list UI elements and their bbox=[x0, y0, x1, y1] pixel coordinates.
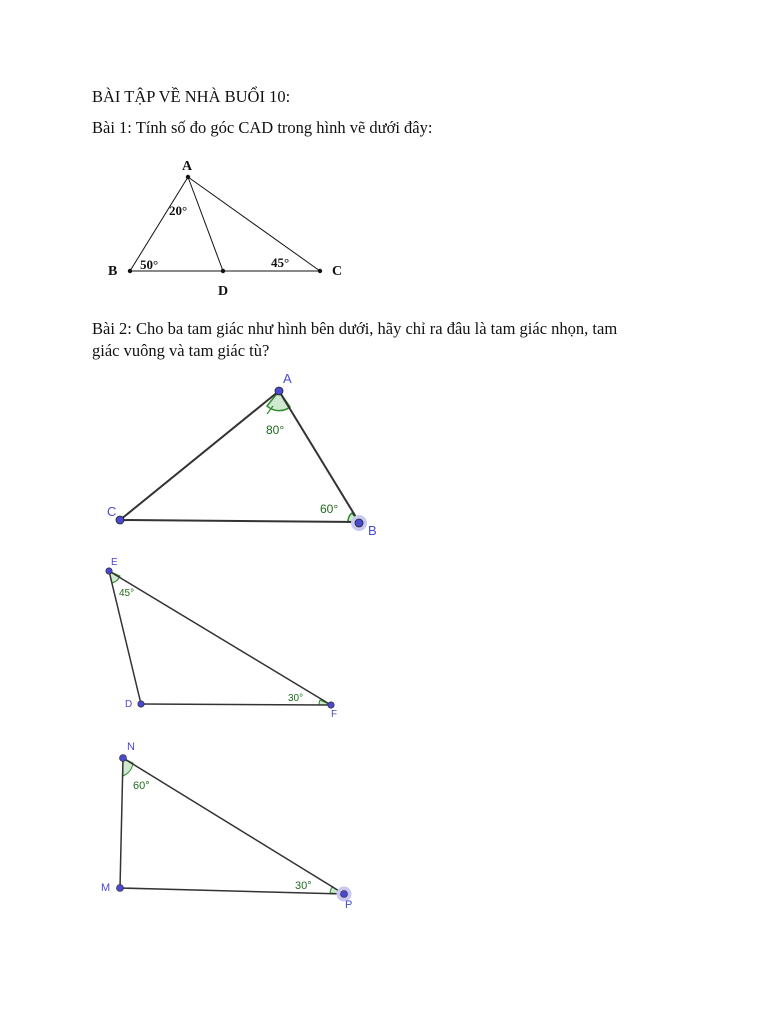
point-m bbox=[117, 885, 124, 892]
point-f bbox=[328, 702, 334, 708]
label-f: F bbox=[331, 709, 338, 720]
angle-abc-label: 50° bbox=[140, 257, 159, 272]
segment-cb bbox=[120, 520, 359, 522]
point-d bbox=[221, 269, 225, 273]
point-p bbox=[341, 891, 348, 898]
segment-ab bbox=[279, 391, 359, 522]
figure-1-triangle-abc bbox=[100, 155, 370, 300]
angle-a-label: 80° bbox=[266, 423, 285, 437]
label-p: P bbox=[345, 899, 353, 911]
angle-p-label: 30° bbox=[295, 880, 312, 892]
label-c: C bbox=[332, 264, 343, 279]
label-a: A bbox=[182, 159, 193, 174]
angle-e-label: 45° bbox=[119, 588, 135, 599]
point-b bbox=[128, 269, 132, 273]
label-n: N bbox=[127, 741, 135, 753]
angle-f-label: 30° bbox=[288, 693, 304, 704]
angle-n-label: 60° bbox=[133, 780, 150, 792]
page-heading: BÀI TẬP VỀ NHÀ BUỔI 10: bbox=[92, 87, 291, 106]
segment-np bbox=[123, 758, 344, 894]
point-a bbox=[275, 387, 283, 395]
label-b: B bbox=[108, 264, 118, 279]
exercise-2-text-line-1: Bài 2: Cho ba tam giác như hình bên dưới, hãy chỉ ra đâu là tam giác nhọn, tam bbox=[92, 319, 618, 338]
exercise-2-text-line-2: giác vuông và tam giác tù? bbox=[92, 341, 270, 360]
point-d bbox=[138, 701, 144, 707]
label-b: B bbox=[368, 523, 377, 538]
figure-2-triangle-abc-acute bbox=[95, 365, 395, 545]
figure-3-triangle-edf-obtuse bbox=[95, 550, 365, 720]
angle-bad-label: 20° bbox=[169, 203, 188, 218]
point-n bbox=[120, 755, 127, 762]
label-d: D bbox=[218, 284, 229, 299]
exercise-1-text: Bài 1: Tính số đo góc CAD trong hình vẽ dưới đây: bbox=[92, 118, 433, 137]
segment-ac bbox=[188, 177, 320, 271]
point-e bbox=[106, 568, 112, 574]
segment-ad bbox=[188, 177, 223, 271]
point-c bbox=[318, 269, 322, 273]
point-b bbox=[355, 519, 363, 527]
point-a bbox=[186, 175, 190, 179]
segment-df bbox=[141, 704, 331, 705]
angle-acb-label: 45° bbox=[271, 255, 290, 270]
figure-4-triangle-nmp-right bbox=[90, 735, 370, 915]
angle-b-label: 60° bbox=[320, 502, 339, 516]
segment-nm bbox=[120, 758, 123, 888]
label-m: M bbox=[101, 882, 111, 894]
label-c: C bbox=[107, 504, 117, 519]
segment-ab bbox=[130, 177, 188, 271]
point-c bbox=[116, 516, 124, 524]
segment-ca bbox=[120, 391, 279, 520]
label-a: A bbox=[283, 371, 292, 386]
segment-ef bbox=[109, 571, 331, 705]
label-e: E bbox=[111, 557, 118, 568]
label-d: D bbox=[125, 699, 133, 710]
